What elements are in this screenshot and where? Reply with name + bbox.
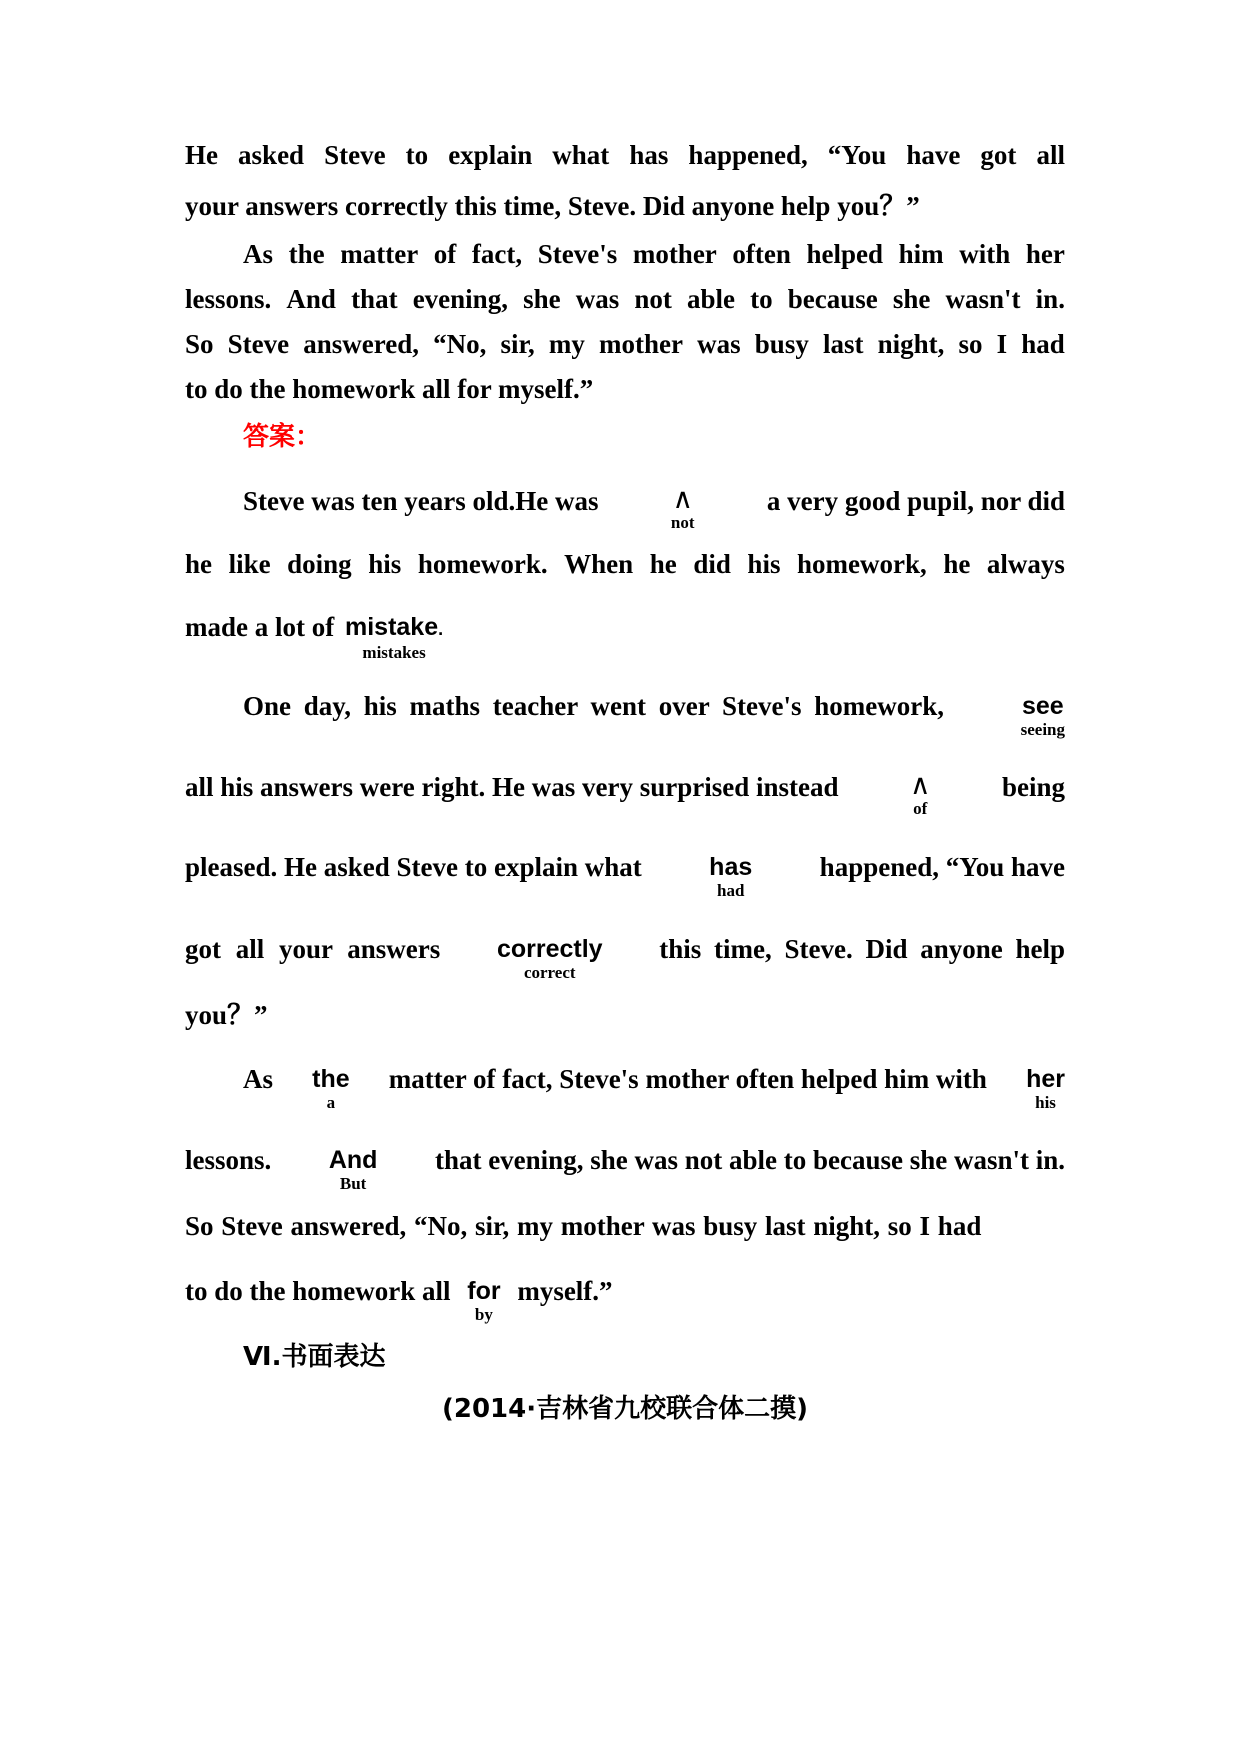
word: was	[697, 329, 741, 359]
original-word: the	[312, 1065, 350, 1093]
answer-label: 答案：	[243, 422, 322, 452]
word: mother	[632, 239, 717, 269]
passage-line-2: your answers correctly this time, Steve. Did anyone help you？”	[185, 191, 920, 221]
word: got	[980, 140, 1017, 170]
answer-line-4	[243, 689, 1065, 739]
correction-mistake	[345, 604, 443, 662]
text-segment: got all your answers	[185, 934, 441, 964]
text-segment: all his answers were right. He was very surprised instead	[185, 772, 839, 802]
word: he	[185, 549, 212, 579]
word: busy	[754, 329, 809, 359]
word: lessons.	[185, 284, 272, 314]
word: has	[629, 140, 669, 170]
correction-the	[312, 1056, 350, 1112]
correction-has	[709, 844, 752, 900]
word: Steve	[324, 140, 386, 170]
word: sir,	[500, 329, 535, 359]
correction-text: his	[1035, 1093, 1056, 1112]
source-note: (2014·吉林省九校联合体二摸)	[441, 1394, 808, 1424]
answer-line-7	[185, 932, 1065, 982]
original-word: her	[1026, 1065, 1065, 1093]
word: “You	[827, 140, 887, 170]
correction-insert-not	[671, 478, 695, 532]
word: night,	[877, 329, 945, 359]
word: happened,	[688, 140, 808, 170]
correction-text: a	[326, 1093, 336, 1112]
answer-line-10	[185, 1143, 1065, 1193]
word: Steve	[227, 329, 290, 359]
word: mother	[599, 329, 684, 359]
word: my	[548, 329, 585, 359]
correction-see	[1021, 683, 1065, 739]
word: his	[368, 549, 402, 579]
word: wasn't	[945, 284, 1021, 314]
answer-line-8: you？”	[185, 1000, 268, 1030]
word: always	[986, 549, 1065, 579]
correction-text: mistakes	[362, 643, 426, 662]
word: helped	[806, 239, 884, 269]
word: his	[747, 549, 781, 579]
answer-line-3	[185, 610, 1065, 662]
passage-line-3	[243, 237, 1065, 271]
caret-icon: ∧	[909, 768, 931, 801]
word: him	[898, 239, 944, 269]
word: homework,	[797, 549, 927, 579]
passage-line-4	[185, 282, 1065, 316]
section-heading: Ⅵ.书面表达	[243, 1342, 386, 1372]
text-segment: a very good pupil, nor did	[766, 486, 1065, 516]
text-segment: made a lot of	[185, 612, 335, 642]
text-segment: happened, “You have	[819, 852, 1065, 882]
text-segment: that evening, she was not able to because she wasn't in.	[434, 1145, 1065, 1175]
word: evening,	[412, 284, 508, 314]
word: to	[405, 140, 429, 170]
correction-and	[329, 1137, 378, 1193]
correction-text: had	[717, 881, 745, 900]
text-segment: to do the homework all	[185, 1276, 451, 1306]
correction-text: correct	[523, 963, 576, 982]
word: last	[822, 329, 864, 359]
answer-line-1	[243, 484, 1065, 532]
original-word: see	[1021, 692, 1064, 720]
word: homework.	[417, 549, 548, 579]
word: explain	[448, 140, 533, 170]
answer-line-9	[243, 1062, 1065, 1112]
correction-text: seeing	[1020, 720, 1065, 739]
answer-line-11: So Steve answered, “No, sir, my mother was busy last night, so I had	[185, 1211, 982, 1241]
original-word: correctly	[496, 935, 603, 963]
word: And	[286, 284, 336, 314]
word: of	[433, 239, 457, 269]
word: like	[228, 549, 271, 579]
word: was	[575, 284, 620, 314]
original-word: And	[328, 1146, 378, 1174]
word: she	[892, 284, 931, 314]
text-segment: One day, his maths teacher went over Steve's homework,	[243, 691, 944, 721]
word: in.	[1035, 284, 1065, 314]
word: When	[564, 549, 634, 579]
correction-text: not	[670, 513, 695, 532]
answer-line-12	[185, 1274, 1065, 1324]
word: had	[1021, 329, 1065, 359]
word: often	[732, 239, 791, 269]
word: So	[185, 329, 214, 359]
word: so	[958, 329, 983, 359]
word: “No,	[433, 329, 487, 359]
correction-for	[467, 1268, 500, 1324]
text-segment: As	[243, 1064, 274, 1094]
correction-her	[1026, 1056, 1065, 1112]
word: Steve's	[537, 239, 618, 269]
word: asked	[238, 140, 305, 170]
original-word: has	[709, 853, 753, 881]
period: .	[438, 619, 444, 639]
original-word	[345, 604, 443, 646]
answer-line-5	[185, 770, 1065, 818]
caret-icon: ∧	[672, 482, 693, 515]
original-word: for	[467, 1277, 501, 1305]
text-segment: lessons.	[185, 1145, 272, 1175]
word: to	[750, 284, 773, 314]
word: fact,	[471, 239, 523, 269]
correction-text: But	[339, 1174, 367, 1193]
word: did	[693, 549, 731, 579]
word: all	[1036, 140, 1065, 170]
passage-line-1	[185, 138, 1065, 172]
word: I	[996, 329, 1008, 359]
word: he	[649, 549, 677, 579]
word: He	[185, 140, 218, 170]
correction-text: by	[474, 1305, 493, 1324]
text-segment: myself.”	[517, 1276, 613, 1306]
word: doing	[287, 549, 352, 579]
text-segment: this time, Steve. Did anyone help	[659, 934, 1065, 964]
word: the	[288, 239, 325, 269]
word: As	[243, 239, 274, 269]
word: she	[523, 284, 561, 314]
word: because	[787, 284, 878, 314]
correction-text: of	[913, 799, 928, 818]
original-word-text: mistake	[344, 613, 439, 641]
word: have	[906, 140, 961, 170]
word: not	[634, 284, 672, 314]
text-segment: pleased. He asked Steve to explain what	[185, 852, 642, 882]
text-segment: Steve was ten years old.He was	[243, 486, 599, 516]
word: what	[552, 140, 610, 170]
word: matter	[340, 239, 419, 269]
text-segment: matter of fact, Steve's mother often helped him with	[388, 1064, 987, 1094]
word: that	[351, 284, 398, 314]
word: able	[687, 284, 736, 314]
passage-line-6: to do the homework all for myself.”	[185, 374, 594, 404]
correction-insert-of	[910, 764, 931, 818]
answer-line-2	[185, 547, 1065, 581]
word: with	[959, 239, 1011, 269]
word: he	[943, 549, 971, 579]
answer-line-6	[185, 850, 1065, 900]
correction-correctly	[497, 926, 603, 982]
passage-line-5	[185, 327, 1065, 361]
text-segment: being	[1001, 772, 1065, 802]
word: her	[1025, 239, 1065, 269]
word: answered,	[303, 329, 420, 359]
